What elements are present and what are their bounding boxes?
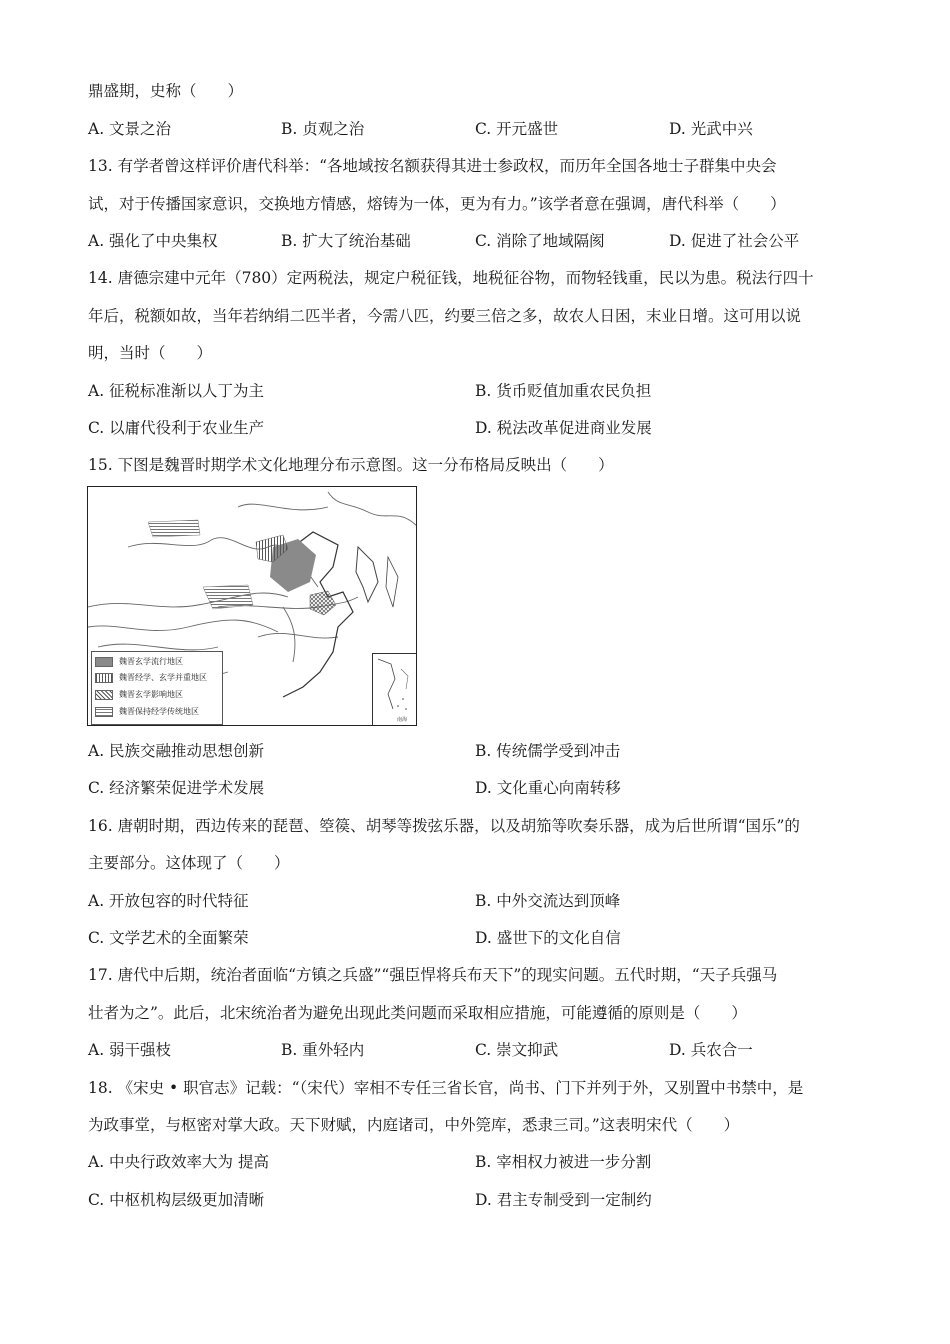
xuanxue-influence-region xyxy=(310,591,336,615)
q14-stem-line1: 14. 唐德宗建中元年（780）定两税法，规定户税征钱，地税征谷物，而物轻钱重，民以为患。税法行四十 xyxy=(88,269,814,287)
q17-option-d: D. 兵农合一 xyxy=(669,1041,753,1059)
legend-row-3 xyxy=(95,689,183,701)
q13-option-d: D. 促进了社会公平 xyxy=(669,232,800,250)
q12-option-c: C. 开元盛世 xyxy=(475,120,559,138)
south-china-sea-inset xyxy=(372,653,417,726)
inset-label: 南海 xyxy=(397,717,408,723)
q14-stem-line2: 年后，税额如故，当年若纳绢二匹半者，今需八匹，约要三倍之多，故农人日困，末业日增。这可用以说 xyxy=(88,307,802,325)
q12-option-b: B. 贞观之治 xyxy=(281,120,365,138)
q14-option-c: C. 以庸代役利于农业生产 xyxy=(88,419,265,437)
q14-option-b: B. 货币贬值加重农民负担 xyxy=(475,382,652,400)
jingxue-tradition-region xyxy=(203,585,253,609)
q15-stem-line1: 15. 下图是魏晋时期学术文化地理分布示意图。这一分布格局反映出（ ） xyxy=(88,456,614,474)
q15-option-b: B. 传统儒学受到冲击 xyxy=(475,742,621,760)
q18-stem-line2: 为政事堂，与枢密对掌大政。天下财赋，内庭诸司，中外筦库，悉隶三司。”这表明宋代（ ） xyxy=(88,1116,740,1134)
korean-peninsula xyxy=(356,547,378,602)
map-rivers xyxy=(88,492,417,677)
q17-stem-line1: 17. 唐代中后期，统治者面临“方镇之兵盛”“强臣悍将兵布天下”的现实问题。五代时期，“天子兵强马 xyxy=(88,966,778,984)
legend-swatch-4 xyxy=(95,707,113,717)
legend-row-1 xyxy=(95,656,183,668)
q14-option-d: D. 税法改革促进商业发展 xyxy=(475,419,652,437)
legend-label-4: 魏晋保持经学传统地区 xyxy=(119,707,199,716)
q12-stem: 鼎盛期，史称（ ） xyxy=(88,82,244,100)
q13-option-a: A. 强化了中央集权 xyxy=(88,232,218,250)
q17-option-a: A. 弱干强枝 xyxy=(88,1041,172,1059)
q18-option-d: D. 君主专制受到一定制约 xyxy=(475,1191,652,1209)
japan-islands xyxy=(386,557,398,607)
q13-option-b: B. 扩大了统治基础 xyxy=(281,232,411,250)
legend-swatch-1 xyxy=(95,657,113,667)
q16-option-c: C. 文学艺术的全面繁荣 xyxy=(88,929,249,947)
q14-option-a: A. 征税标准渐以人丁为主 xyxy=(88,382,265,400)
q16-stem-line2: 主要部分。这体现了（ ） xyxy=(88,854,290,872)
wei-jin-academic-map xyxy=(87,486,417,726)
q15-option-a: A. 民族交融推动思想创新 xyxy=(88,742,265,760)
q16-option-d: D. 盛世下的文化自信 xyxy=(475,929,621,947)
q13-stem-line1: 13. 有学者曾这样评价唐代科举：“各地域按名额获得其进士参政权，而历年全国各地士子群集中央会 xyxy=(88,157,777,175)
q17-stem-line2: 壮者为之”。此后，北宋统治者为避免出现此类问题而采取相应措施，可能遵循的原则是（ ） xyxy=(88,1004,747,1022)
q16-stem-line1: 16. 唐朝时期，西边传来的琵琶、箜篌、胡琴等拨弦乐器，以及胡笳等吹奏乐器，成为后世所谓“国乐”的 xyxy=(88,817,800,835)
q12-option-a: A. 文景之治 xyxy=(88,120,172,138)
jingxue-tradition-region-west xyxy=(148,520,200,537)
map-legend xyxy=(91,651,223,725)
q17-option-b: B. 重外轻内 xyxy=(281,1041,365,1059)
q15-option-c: C. 经济繁荣促进学术发展 xyxy=(88,779,265,797)
inset-drawing xyxy=(373,654,417,726)
legend-label-3: 魏晋玄学影响地区 xyxy=(119,690,183,699)
legend-row-2 xyxy=(95,672,207,684)
q16-option-b: B. 中外交流达到顶峰 xyxy=(475,892,621,910)
q18-option-b: B. 宰相权力被进一步分割 xyxy=(475,1153,652,1171)
q17-option-c: C. 崇文抑武 xyxy=(475,1041,559,1059)
q12-option-d: D. 光武中兴 xyxy=(669,120,753,138)
q18-option-a: A. 中央行政效率大为 提高 xyxy=(88,1153,269,1171)
q15-option-d: D. 文化重心向南转移 xyxy=(475,779,621,797)
q18-stem-line1: 18. 《宋史 • 职官志》记载：“（宋代）宰相不专任三省长官，尚书、门下并列于外，又别置中书禁中，是 xyxy=(88,1079,804,1097)
legend-label-2: 魏晋经学、玄学并重地区 xyxy=(119,673,207,682)
q14-stem-line3: 明，当时（ ） xyxy=(88,344,213,362)
q13-stem-line2: 试，对于传播国家意识，交换地方情感，熔铸为一体，更为有力。”该学者意在强调，唐代科举（ ） xyxy=(88,195,786,213)
q13-option-c: C. 消除了地域隔阂 xyxy=(475,232,605,250)
legend-label-1: 魏晋玄学流行地区 xyxy=(119,657,183,666)
q16-option-a: A. 开放包容的时代特征 xyxy=(88,892,249,910)
legend-swatch-2 xyxy=(95,673,113,683)
legend-swatch-3 xyxy=(95,690,113,700)
legend-row-4 xyxy=(95,706,199,718)
q18-option-c: C. 中枢机构层级更加清晰 xyxy=(88,1191,265,1209)
